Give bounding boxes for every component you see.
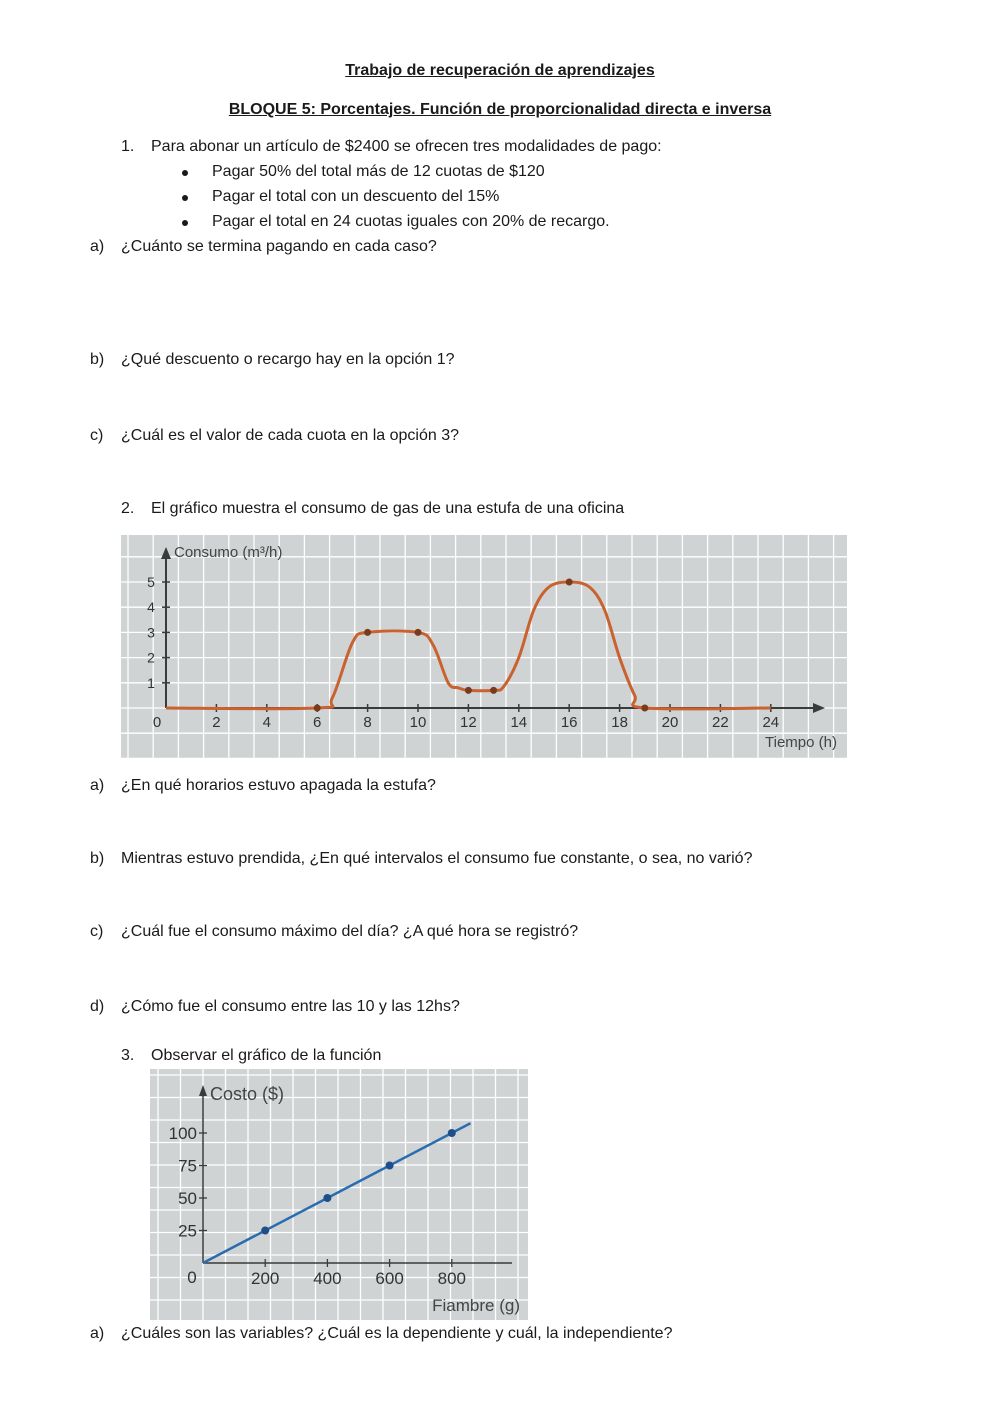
x-tick-label: 14 [510, 714, 528, 731]
x-tick-label: 400 [313, 1269, 342, 1288]
q3a-label: a) [90, 1325, 105, 1342]
y-axis-arrow-icon [161, 547, 171, 559]
q1c-text: ¿Cuál es el valor de cada cuota en la opción 3? [121, 427, 459, 444]
data-point [566, 579, 573, 586]
q1-option-3: Pagar el total en 24 cuotas iguales con 20% de recargo. [212, 213, 610, 230]
bullet-icon [182, 220, 188, 226]
q1c-label: c) [90, 427, 104, 444]
y-tick-label: 4 [147, 599, 155, 616]
y-tick-label: 2 [147, 649, 155, 666]
bullet-icon [182, 170, 188, 176]
x-axis-label: Tiempo (h) [765, 734, 837, 751]
y-tick-label: 75 [178, 1156, 197, 1176]
y-tick-label: 1 [147, 674, 155, 691]
gas-consumption-chart-svg [121, 535, 847, 759]
x-tick-label: 16 [560, 714, 578, 731]
data-point [261, 1227, 269, 1235]
document-subtitle: BLOQUE 5: Porcentajes. Función de proporcionalidad directa e inversa [228, 101, 772, 118]
q2a-label: a) [90, 777, 105, 794]
y-tick-label: 50 [178, 1189, 197, 1208]
x-tick-label: 6 [313, 714, 322, 731]
x-tick-label: 12 [460, 714, 477, 731]
q3-number: 3. [121, 1047, 135, 1064]
y-axis-arrow-icon [199, 1085, 207, 1096]
data-point [364, 629, 371, 636]
data-point [323, 1194, 331, 1202]
data-point [641, 705, 648, 712]
x-tick-label: 22 [712, 714, 729, 731]
x-tick-label: 8 [363, 714, 372, 731]
x-tick-label: 18 [611, 714, 628, 731]
q1-number: 1. [121, 138, 135, 155]
q1-option-1: Pagar 50% del total más de 12 cuotas de $120 [212, 163, 545, 180]
x-tick-label: 20 [661, 714, 679, 731]
cost-function-chart [150, 1069, 528, 1320]
cost-function-chart-svg [150, 1069, 528, 1320]
x-tick-label: 800 [437, 1269, 466, 1288]
data-point [465, 687, 472, 694]
q2c-text: ¿Cuál fue el consumo máximo del día? ¿A qué hora se registró? [121, 923, 579, 940]
q1a-text: ¿Cuánto se termina pagando en cada caso? [121, 238, 437, 255]
q1b-text: ¿Qué descuento o recargo hay en la opción 1? [121, 351, 455, 368]
data-point [386, 1162, 394, 1170]
origin-label: 0 [187, 1268, 197, 1287]
y-tick-label: 25 [178, 1221, 197, 1241]
x-tick-label: 24 [762, 714, 780, 731]
q2-text: El gráfico muestra el consumo de gas de una estufa de una oficina [151, 500, 625, 517]
cost-line [203, 1123, 470, 1263]
x-tick-label: 2 [212, 714, 221, 731]
q3-text: Observar el gráfico de la función [151, 1047, 382, 1064]
q2a-text: ¿En qué horarios estuvo apagada la estufa? [121, 777, 436, 794]
q2d-label: d) [90, 998, 105, 1015]
q2b-label: b) [90, 850, 105, 867]
data-point [314, 705, 321, 712]
data-point [448, 1129, 456, 1137]
gas-consumption-chart [121, 535, 847, 759]
q3a-text: ¿Cuáles son las variables? ¿Cuál es la dependiente y cuál, la independiente? [121, 1325, 673, 1342]
data-point [415, 629, 422, 636]
y-axis-label: Costo ($) [210, 1084, 285, 1104]
q1-text: Para abonar un artículo de $2400 se ofrecen tres modalidades de pago: [151, 138, 662, 155]
y-tick-label: 3 [147, 624, 155, 641]
q1-option-2: Pagar el total con un descuento del 15% [212, 188, 500, 205]
q2-number: 2. [121, 500, 135, 517]
data-point [490, 687, 497, 694]
y-tick-label: 5 [147, 574, 155, 590]
q1a-label: a) [90, 238, 105, 255]
q2d-text: ¿Cómo fue el consumo entre las 10 y las 12hs? [121, 998, 460, 1015]
x-tick-label: 600 [375, 1269, 404, 1288]
bullet-icon [182, 195, 188, 201]
y-tick-label: 100 [168, 1124, 197, 1143]
x-axis-label: Fiambre (g) [432, 1296, 520, 1315]
x-axis-arrow-icon [813, 703, 825, 713]
x-tick-label: 200 [251, 1269, 280, 1288]
grid-lines [121, 535, 847, 759]
origin-label: 0 [152, 714, 162, 731]
q1b-label: b) [90, 351, 105, 368]
y-axis-label: Consumo (m³/h) [174, 544, 283, 561]
q2c-label: c) [90, 923, 104, 940]
document-title: Trabajo de recuperación de aprendizajes [345, 62, 655, 79]
q2b-text: Mientras estuvo prendida, ¿En qué intervalos el consumo fue constante, o sea, no varió? [121, 850, 753, 867]
x-tick-label: 10 [409, 714, 427, 731]
x-tick-label: 4 [262, 714, 271, 731]
